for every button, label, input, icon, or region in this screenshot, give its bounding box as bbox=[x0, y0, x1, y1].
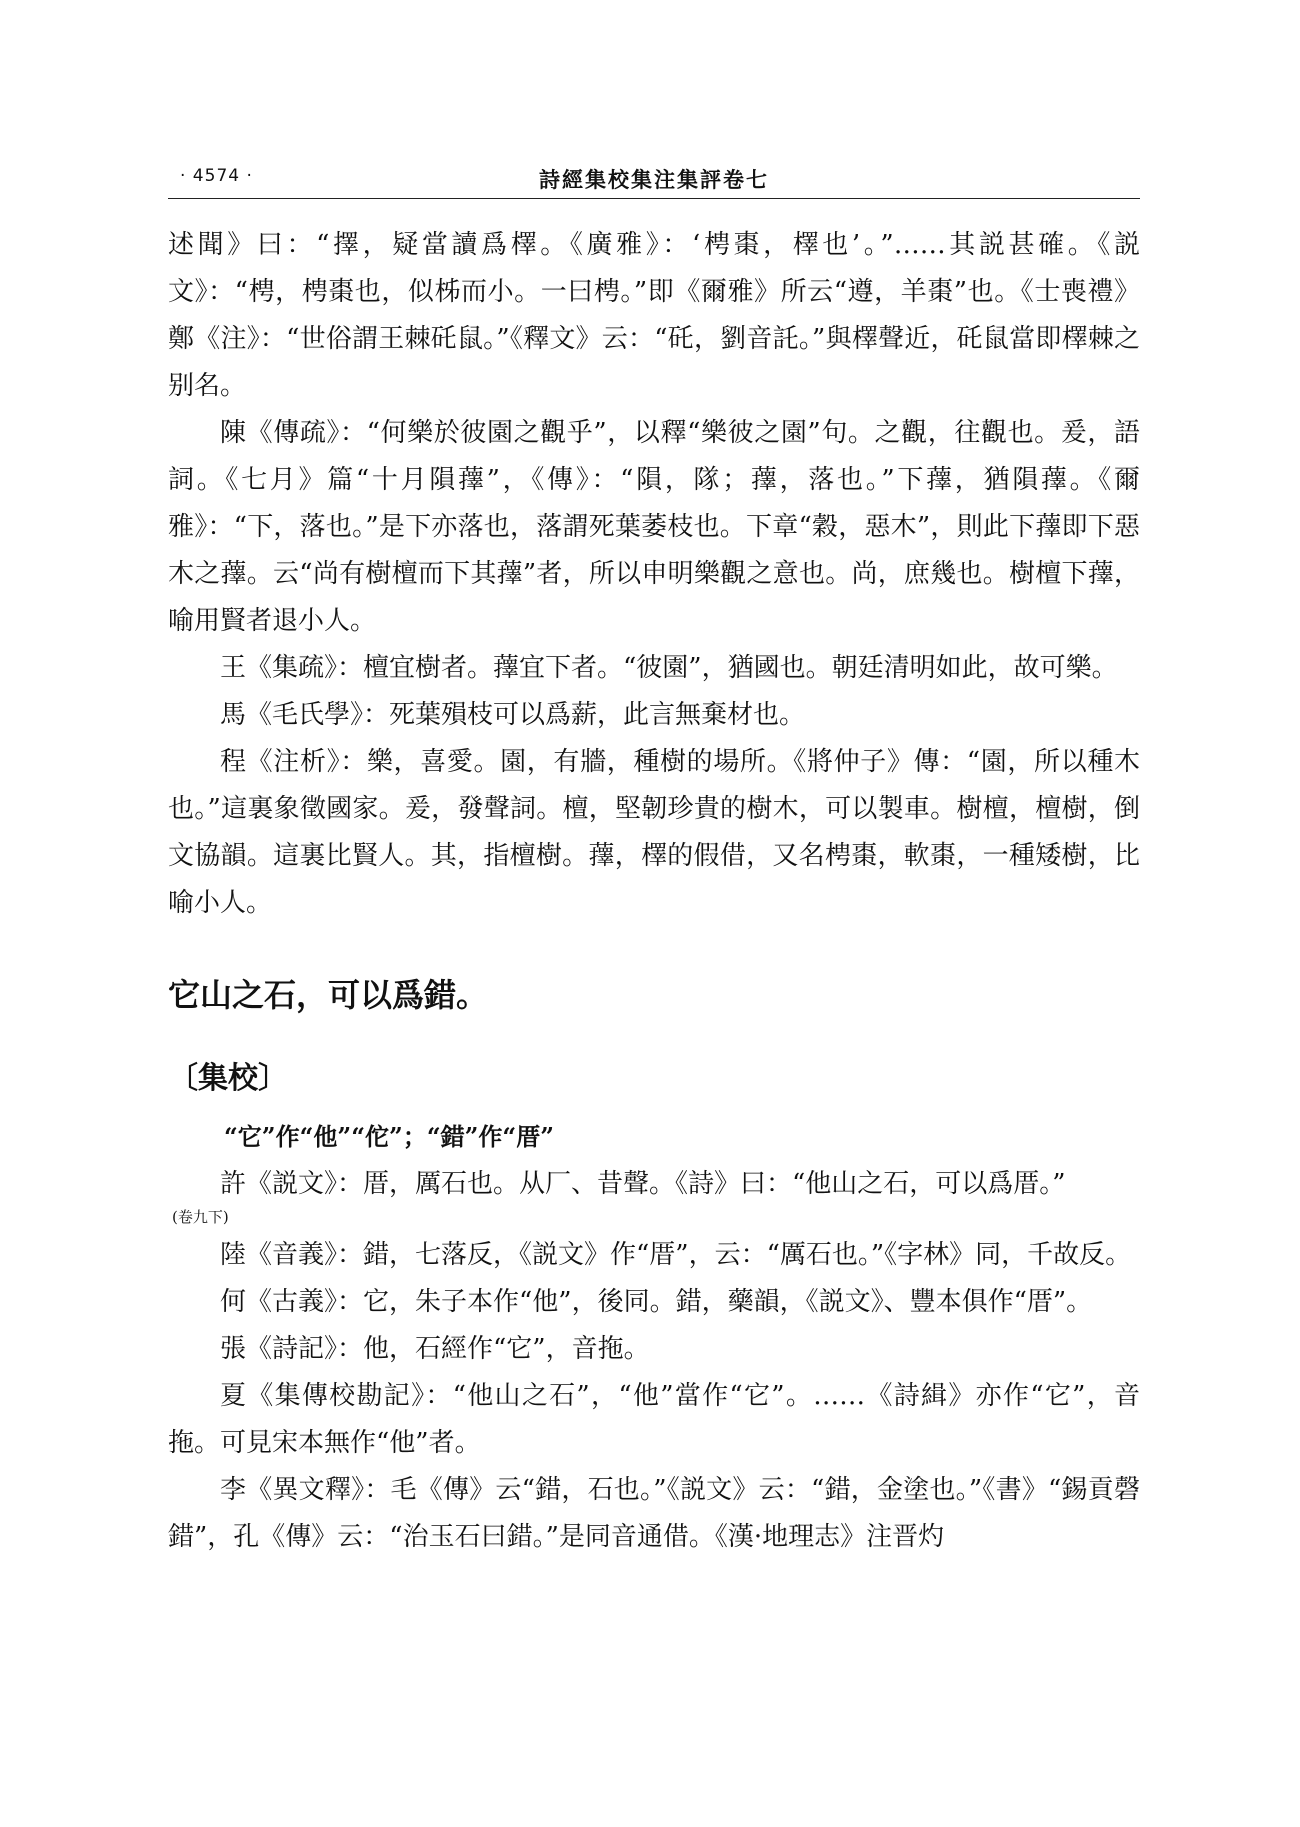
body-paragraph: 陸《音義》：錯，七落反，《説文》作“厝”，云：“厲石也。”《字林》同，千故反。 bbox=[220, 1240, 1132, 1270]
page-number: · 4574 · bbox=[180, 166, 253, 186]
body-paragraph: 許《説文》：厝，厲石也。从厂、昔聲。《詩》曰：“他山之石，可以爲厝。” bbox=[220, 1169, 1066, 1199]
page-header bbox=[168, 156, 1140, 196]
body-paragraph: 述聞》曰：“擇，疑當讀爲檡。《廣雅》：‘梬棗，檡也’。”……其説甚確。《説文》：“梬，梬棗也，似柹而小。一曰梬。”即《爾雅》所云“遵，羊棗”也。《士喪禮》鄭《注》：“世俗謂王棘矺鼠。”《釋文》云：“矺，劉音託。”與檡聲近，矺鼠當即檡棘之别名。 bbox=[168, 230, 1140, 401]
body-paragraph: 李《異文釋》：毛《傳》云“錯，石也。”《説文》云：“錯，金塗也。”《書》“錫貢磬錯”，孔《傳》云：“治玉石曰錯。”是同音通借。《漢·地理志》注晋灼 bbox=[168, 1475, 1140, 1552]
page-body bbox=[168, 222, 1140, 1561]
body-paragraph: 夏《集傳校勘記》：“他山之石”，“他”當作“它”。……《詩緝》亦作“它”，音拖。可見宋本無作“他”者。 bbox=[168, 1381, 1140, 1458]
body-paragraph: 馬《毛氏學》：死葉殞枝可以爲薪，此言無棄材也。 bbox=[220, 700, 806, 730]
body-paragraph: 王《集疏》：檀宜樹者。蘀宜下者。“彼園”，猶國也。朝廷清明如此，故可樂。 bbox=[220, 653, 1118, 683]
body-paragraph: 程《注析》：樂，喜愛。園，有牆，種樹的場所。《將仲子》傳：“園，所以種木也。”這裏象徵國家。爰，發聲詞。檀，堅韌珍貴的樹木，可以製車。樹檀，檀樹，倒文協韻。這裏比賢人。其，指檀樹。蘀，檡的假借，又名梬棗，軟棗，一種矮樹，比喻小人。 bbox=[168, 747, 1140, 918]
body-paragraph: 陳《傳疏》：“何樂於彼園之觀乎”，以釋“樂彼之園”句。之觀，往觀也。爰，語詞。《七月》篇“十月隕蘀”，《傳》：“隕，隊；蘀，落也。”下蘀，猶隕蘀。《爾雅》：“下，落也。”是下亦落也，落謂死葉萎枝也。下章“穀，惡木”，則此下蘀即下惡木之蘀。云“尚有樹檀而下其蘀”者，所以申明樂觀之意也。尚，庶幾也。樹檀下蘀，喻用賢者退小人。 bbox=[168, 418, 1140, 636]
verse-line: 它山之石，可以爲錯。 bbox=[168, 976, 489, 1014]
source-note: (卷九下) bbox=[172, 1208, 229, 1226]
running-title: 詩經集校集注集評卷七 bbox=[539, 167, 769, 192]
subheading: “它”作“他”“佗”；“錯”作“厝” bbox=[224, 1122, 555, 1151]
section-title: 〔集校〕 bbox=[168, 1061, 288, 1096]
header-rule bbox=[168, 198, 1140, 199]
body-paragraph: 何《古義》：它，朱子本作“他”，後同。錯，藥韻，《説文》、豐本俱作“厝”。 bbox=[220, 1287, 1093, 1317]
body-paragraph: 張《詩記》：他，石經作“它”，音拖。 bbox=[220, 1334, 650, 1364]
